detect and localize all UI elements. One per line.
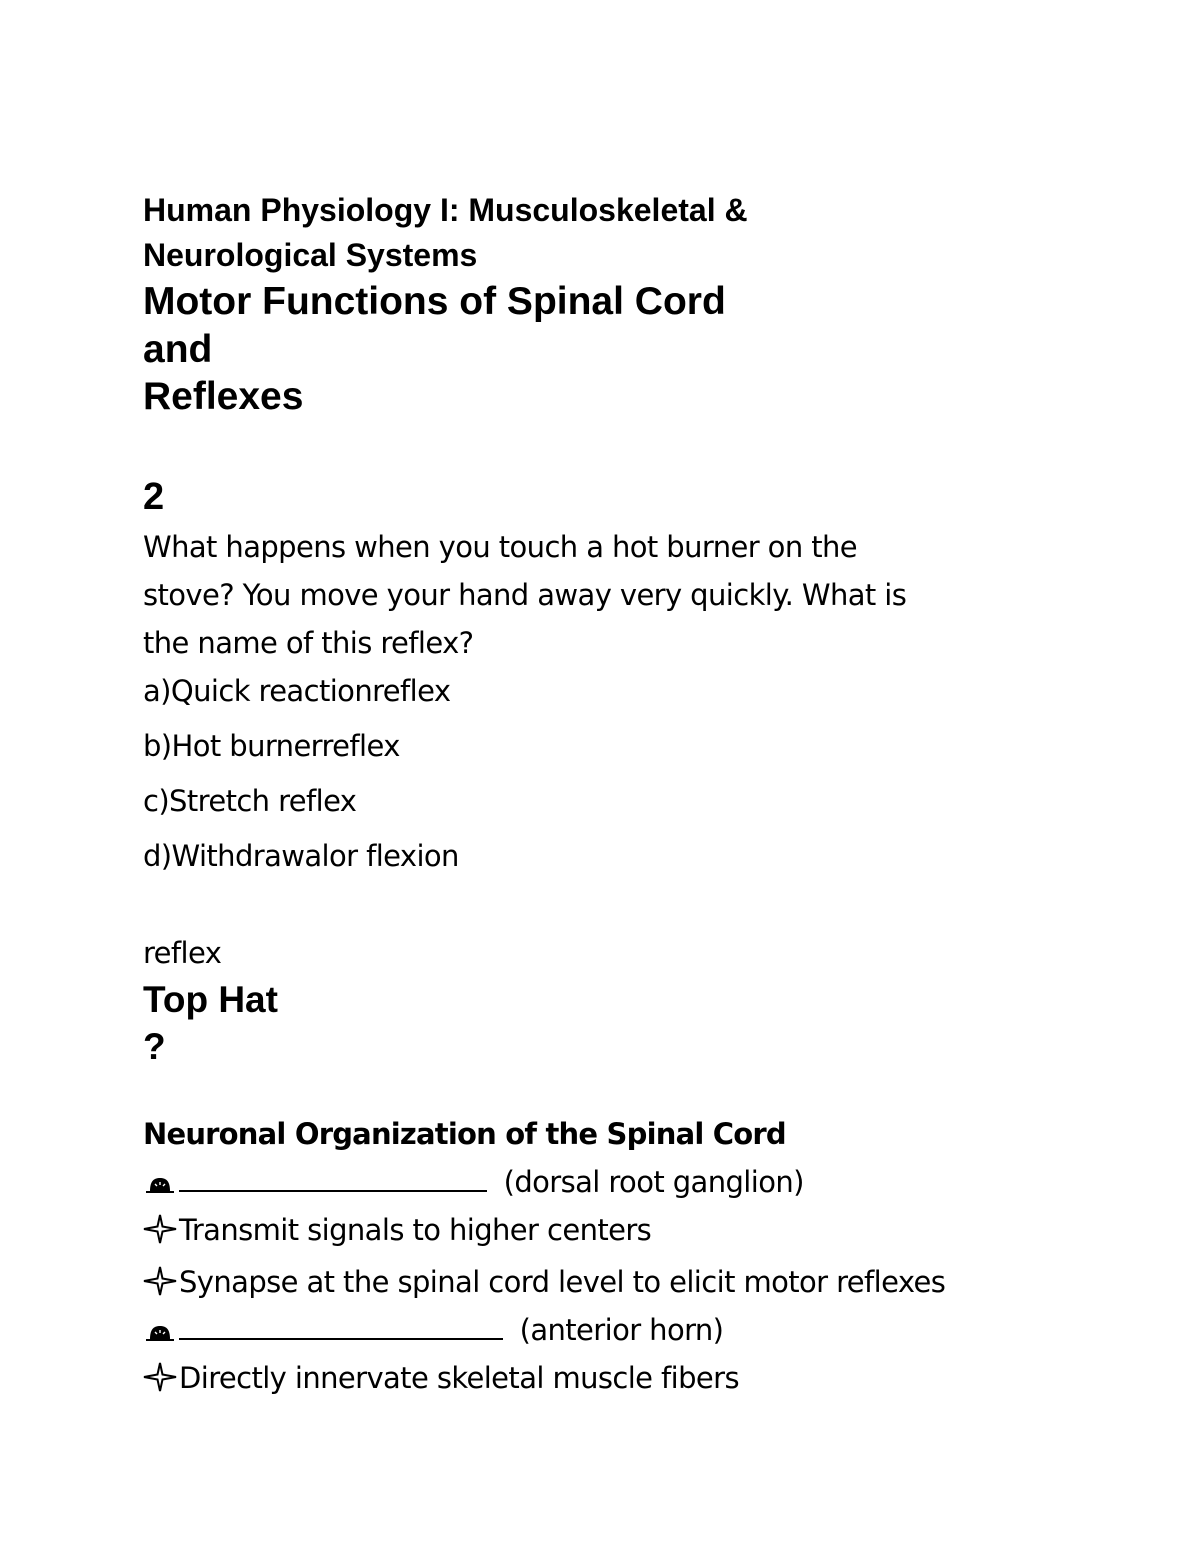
hat-icon [143, 1167, 177, 1201]
tophat-question-mark: ? [143, 1026, 166, 1067]
option-a: a)Quick reactionreflex [143, 674, 451, 708]
tophat-label: Top Hat [143, 979, 278, 1020]
star-icon [143, 1214, 177, 1251]
option-c: c)Stretch reflex [143, 784, 357, 818]
lecture-title-line-3: Reflexes [143, 375, 304, 418]
option-d-continuation: reflex [143, 936, 222, 970]
lecture-title-line-2: and [143, 328, 213, 371]
list-item-text: Transmit signals to higher centers [179, 1213, 652, 1247]
fill-in-blank [179, 1314, 503, 1340]
lecture-title-line-1: Motor Functions of Spinal Cord [143, 280, 726, 323]
list-item [143, 1361, 739, 1399]
list-item [143, 1165, 804, 1201]
question-line-2: stove? You move your hand away very quickly. What is [143, 578, 907, 612]
hat-icon [143, 1315, 177, 1349]
section-heading: Neuronal Organization of the Spinal Cord [143, 1117, 786, 1151]
list-item-text: (dorsal root ganglion) [495, 1165, 804, 1199]
star-icon [143, 1362, 177, 1399]
slide-number: 2 [143, 476, 165, 518]
list-item [143, 1265, 945, 1303]
list-item-text: (anterior horn) [511, 1313, 724, 1347]
list-item-text: Directly innervate skeletal muscle fibers [179, 1361, 739, 1395]
list-item [143, 1213, 651, 1251]
option-d: d)Withdrawalor flexion [143, 839, 459, 873]
fill-in-blank [179, 1166, 487, 1192]
question-line-1: What happens when you touch a hot burner on the [143, 530, 858, 564]
list-item [143, 1313, 723, 1349]
star-icon [143, 1266, 177, 1303]
question-line-3: the name of this reflex? [143, 626, 474, 660]
course-title-line-1: Human Physiology I: Musculoskeletal & [143, 192, 748, 228]
list-item-text: Synapse at the spinal cord level to elicit motor reflexes [179, 1265, 946, 1299]
course-title-line-2: Neurological Systems [143, 237, 478, 273]
option-b: b)Hot burnerreflex [143, 729, 400, 763]
